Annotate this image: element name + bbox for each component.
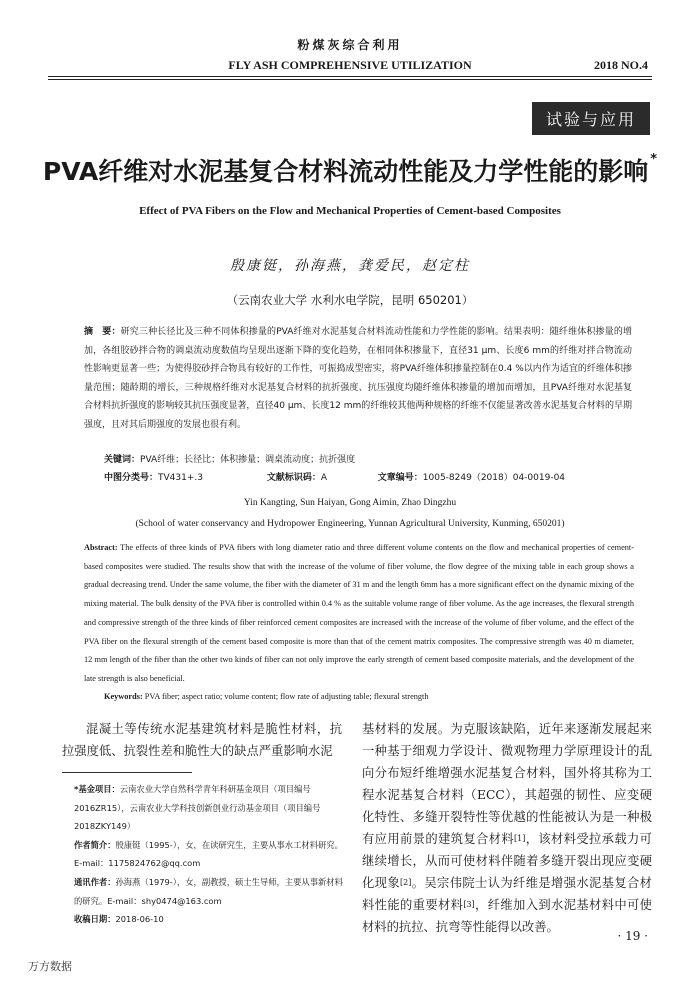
citation-3[interactable]: [3] [463,900,475,909]
keywords-label-cn: 关键词： [104,455,141,465]
authors-en: Yin Kangting, Sun Haiyan, Gong Aimin, Zhao Dingzhu [243,498,457,508]
abstract-text-en: The effects of three kinds of PVA fibers with long diameter ratio and three different volume contents on the flow and mechanical properties of cement-based composites were studied. The results show that with the increase of the volume of fiber volume, the flow degree of the mixing table in each group shows a gradual decreasing trend. Under the same volume, the fiber with the diameter of 31 m and the length 6mm has a more significant effect on the dynamic mixing of the mixing material. The bulk density of the PVA fiber is controlled within 0.4 % as the suitable volume range of fiber volume. As the age increases, the flexural strength and compressive strength of the three kinds of fiber reinforced cement composites are increased with the increase of the volume of fiber volume, and the effect of the PVA fiber on the flexural strength of the cement based composite is more than that of the cement matrix composites. The compressive strength was 40 m diameter, 12 mm length of the fiber than the other two kinds of fiber can not only improve the early strength of cement based composite materials, and the development of the late strength is also beneficial. [84,543,634,683]
fund-label: *基金项目： [74,784,120,794]
article-title-cn [0,152,700,188]
article-title-en: Effect of PVA Fibers on the Flow and Mechanical Properties of Cement-based Composites [139,205,561,217]
title-footnote-mark: * [650,152,658,167]
journal-name-en: FLY ASH COMPREHENSIVE UTILIZATION [228,58,472,72]
body-left-paragraph: 混凝土等传统水泥基建筑材料是脆性材料，抗拉强度低、抗裂性差和脆性大的缺点严重影响水泥 [62,722,342,758]
keywords-en [104,692,634,701]
clc-field [104,470,264,483]
footnote-rule [62,772,192,773]
keywords-cn [104,452,634,465]
clc-value: TV431+.3 [158,473,203,483]
date-text: 2018-06-10 [115,914,164,925]
author-label: 作者简介： [74,839,116,850]
fund-text: 云南农业大学自然科学青年科研基金项目（项目编号2016ZR15），云南农业大学科技创新创业行动基金项目（项目编号2018ZKY149） [74,784,321,832]
citation-1[interactable]: [1] [513,834,526,843]
title-text: PVA纤维对水泥基复合材料流动性能及力学性能的影响 [42,157,649,186]
right-text-2: ，该材料受拉承载力可继续增长，从而可使材料伴随着多缝开裂出现应变硬化现象 [362,832,652,890]
right-text-4: ，纤维加入到水泥基材料中可使材料的抗拉、抗弯等性能得以改善。 [362,898,652,934]
abstract-cn [84,323,632,434]
abstract-label-cn: 摘 要： [84,327,121,337]
clc-label: 中图分类号： [104,473,159,483]
footnote-corresponding [62,873,346,910]
watermark: 万方数据 [28,960,72,973]
footnote-author [62,836,346,873]
issue-number: 2018 NO.4 [594,58,648,72]
right-text-3: 。吴宗伟院士认为纤维是增强水泥基复合材料性能的重要材料 [362,876,652,912]
article-no-label: 文章编号： [377,473,423,483]
citation-2[interactable]: [2] [400,878,412,887]
corr-label: 通讯作者： [74,876,116,887]
affiliation-cn: （云南农业大学 水利水电学院，昆明 650201） [226,293,474,307]
page-number: · 19 · [617,929,648,943]
doc-code-value: A [320,473,328,483]
corr-text: 孙海燕（1979-），女，副教授，硕士生导师，主要从事新材料的研究。E-mail：shy0474@163.com [74,876,343,906]
footnote-date [62,910,346,929]
article-no-value: 1005-8249（2018）04-0019-04 [422,473,566,483]
article-no-field [378,470,565,483]
abstract-label-en: Abstract: [84,543,118,552]
keywords-text-en: PVA fiber; aspect ratio; volume content; flow rate of adjusting table; flexural strength [144,692,429,701]
body-right-paragraph [362,718,652,938]
footnote-fund [62,780,346,836]
doc-code-field [267,470,375,483]
classification-row [104,470,634,483]
authors-cn: 殷康铤，孙海燕，龚爱民，赵定柱 [230,258,470,274]
affiliation-en: (School of water conservancy and Hydropower Engineering, Yunnan Agricultural University, Kunming, 650201) [135,519,565,529]
footnotes [62,780,346,929]
keywords-label-en: Keywords: [104,692,143,701]
abstract-text-cn: 研究三种长径比及三种不同体积掺量的PVA纤维对水泥基复合材料流动性能和力学性能的影响。结果表明：随纤维体积掺量的增加，各组胶砂拌合物的调桌流动度数值均呈现出逐渐下降的变化趋势，在相同体积掺量下，直径31 μm、长度6 mm的纤维对拌合物流动性影响更显著一些；为使得胶砂拌合物具有较好的工作性，可振捣成型密实，将PVA纤维体积掺量控制在0.4 %以内作为适宜的纤维体积掺量范围；随龄期的增长，三种规格纤维对水泥基复合材料的抗折强度、抗压强度均随纤维体积掺量的增加而增加，且PVA纤维对水泥基复合材料抗折强度的影响较其抗压强度显著，直径40 μm、长度12 mm的纤维较其他两种规格的纤维不仅能显著改善水泥基复合材料的早期强度，且对其后期强度的发展也很有利。 [84,327,632,430]
journal-name-cn: 粉煤灰综合利用 [297,38,403,52]
section-tag: 试验与应用 [532,102,650,135]
header-rule-thin [48,79,652,80]
doc-code-label: 文献标识码： [266,473,321,483]
right-text-1: 基材料的发展。为克服该缺陷，近年来逐渐发展起来一种基于细观力学设计、微观物理力学原理设计的乱向分布短纤维增强水泥基复合材料，国外将其称为工程水泥基复合材料（ECC），其超强的韧性、应变硬化特性、多缝开裂特性等优越的性能被认为是一种极有应用前景的建筑复合材料 [362,722,652,846]
header-rule [48,76,652,77]
keywords-text-cn: PVA纤维；长径比；体积掺量；调桌流动度；抗折强度 [140,455,356,465]
abstract-en [84,539,634,689]
author-text: 殷康铤（1995-），女，在读研究生，主要从事水工材料研究。E-mail：1175824762@qq.com [74,839,343,869]
date-label: 收稿日期： [74,914,116,925]
